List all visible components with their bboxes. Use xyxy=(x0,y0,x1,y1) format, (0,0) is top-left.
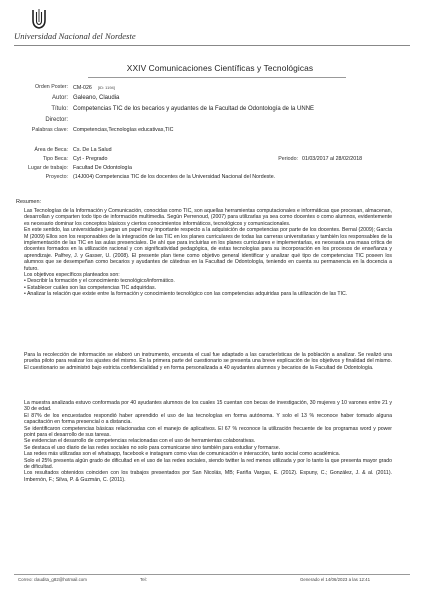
university-logo-icon xyxy=(30,8,48,30)
conference-title: XXIV Comunicaciones Científicas y Tecnológicas xyxy=(126,63,314,73)
periodo-value: 01/03/2017 al 28/02/2018 xyxy=(302,156,363,162)
footer-divider xyxy=(14,574,410,575)
meta-lugar-trabajo xyxy=(0,165,423,173)
list-item: • Establecer cuáles son las competencias TIC adquiridas. xyxy=(24,284,157,291)
meta-autor xyxy=(0,95,423,103)
paragraph: Los resultados obtenidos coinciden con los trabajos presentados por San Nicolás, MB; Fariña Vargas, E. (2012). Espuny, C.; González, J. & al. (2011). Imbernón, F.; Silva, P. & Guzmán, C. (2011). xyxy=(24,470,392,483)
palabras-clave-value: Competencias,Tecnologías educativas,TIC xyxy=(73,127,174,133)
footer-email: Correo: claudita_g82@hotmail.com xyxy=(18,577,87,582)
resumen-block-methods xyxy=(24,352,392,371)
meta-proyecto xyxy=(0,174,423,182)
titulo-label: Título: xyxy=(51,106,68,112)
poster-id: [ID: 1194] xyxy=(97,85,115,90)
header-divider xyxy=(14,45,410,46)
meta-director xyxy=(0,117,423,125)
palabras-clave-label: Palabras clave: xyxy=(31,127,68,133)
area-beca-label: Área de Beca: xyxy=(34,147,68,153)
paragraph: Las Tecnologías de la Información y Comunicación, conocidas como TIC, son aquellas herramientas computacionales e informáticas que procesan, almacenan, desarrollan y comparten todo tipo de información multimedia. Según Perrenoud, (2007) para utilizarlas ya sea como docentes o como alumnos, evidentemente es necesario dominar los conceptos básicos y ciertos conocimientos informáticos, tecnológicos y comunicacionales. xyxy=(24,208,392,227)
meta-area-beca xyxy=(0,147,423,155)
document-header xyxy=(14,4,410,58)
autor-label: Autor: xyxy=(51,95,68,101)
orden-poster-label: Orden Poster: xyxy=(35,84,68,90)
paragraph: El 87% de los encuestados respondió haber aprendido el uso de las tecnologías en forma autónoma. Y solo el 13 % reconoce haber tomado alguna capacitación en forma presencial o a distancia. xyxy=(24,412,392,426)
autor-value: Galeano, Claudia xyxy=(73,95,120,101)
area-beca-value: Cs. De La Salud xyxy=(73,147,112,153)
paragraph: Los objetivos específicos planteados son: xyxy=(24,272,120,279)
paragraph: Solo el 25% presenta algún grado de dificultad en el uso de las redes sociales, siendo twitter la red menos utilizada y por lo tanto la que presenta mayor grado de dificultad. xyxy=(24,457,392,471)
director-label: Director: xyxy=(45,117,68,123)
paragraph: En este sentido, las universidades juegan un papel muy importante respecto a la adquisición de competencias por parte de los docentes. Bernal (2009); García M (2009) Ellos son los responsables de la integración de las TIC en los planes curriculares de todas las carreras universitarias y también los responsables de la implementación de las TIC en las aulas presenciales. De ahí que para incluirlas en los planes curriculares e implementarlas, es necesaria una masa crítica de docentes formados en la utilización racional y con significatividad pedagógica, de estas tecnologías para su incorporación en los procesos de enseñanza y aprendizaje. Palfrey, J. y Gasser, U. (2008). El presente plan tiene como objetivo general identificar y analizar qué tipo de competencias TIC poseen los alumnos que se desempeñan como becarios y ayudantes de cátedras en la Facultad de Odontología, teniendo en cuenta su permanencia en la docencia a futuro. xyxy=(24,227,392,272)
proyecto-value: (14J004) Competencias TIC de los docentes de la Universidad Nacional del Nordeste. xyxy=(73,174,276,180)
tipo-beca-label: Tipo Beca: xyxy=(42,156,68,162)
meta-orden-poster xyxy=(0,84,423,92)
footer-generated: Generado el 14/06/2023 a las 12:41 xyxy=(300,577,371,582)
title-divider xyxy=(88,77,346,78)
list-item: • Describir la formación y el conocimiento tecnológico/informático. xyxy=(24,278,175,285)
paragraph: Las redes más utilizadas son el whatsapp, facebook e instagram como vías de comunicación e interacción, tanto social como académica. xyxy=(24,451,341,458)
meta-palabras-clave xyxy=(0,127,423,135)
resumen-block-results xyxy=(24,400,392,483)
lugar-trabajo-label: Lugar de trabajo: xyxy=(27,165,68,171)
paragraph: Para la recolección de información se elaboró un instrumento, encuesta el cual fue adaptado a las características de la población a analizar. Se realizó una prueba piloto para realizar los ajustes del mismo. En la primera parte del cuestionario se presenta una breve explicación de los objetivos y finalidad del mismo. El cuestionario se administró bajo estricta confidencialidad y en forma personalizada a 40 ayudantes alumnos y becarios de la Facultad de Odontología. xyxy=(24,352,392,371)
paragraph: Se evidencian el desarrollo de competencias relacionadas con el uso de herramientas colaborativas. xyxy=(24,438,256,445)
footer-tel: Tel: xyxy=(140,577,147,582)
orden-poster-value: CM-026 xyxy=(73,85,92,91)
list-item: • Analizar la relación que existe entre la formación y conocimiento tecnológico con las competencias adquiridas para la utilización de las TIC. xyxy=(24,291,348,298)
periodo-label: Periodo: xyxy=(278,156,298,162)
paragraph: Se destaca el uso diario de las redes sociales no solo para comunicarse sino también para estudiar y formarse. xyxy=(24,444,281,451)
proyecto-label: Proyecto: xyxy=(45,174,68,180)
titulo-value: Competencias TIC de los becarios y ayudantes de la Facultad de Odontología de la UNNE xyxy=(73,106,315,112)
meta-titulo xyxy=(0,106,423,114)
meta-tipo-beca xyxy=(0,156,423,164)
paragraph: Se identificaron competencias básicas relacionadas con el manejo de aplicativos. El 67 % reconoce la utilización frecuente de los programas word y power point para el desarrollo de sus tareas. xyxy=(24,425,392,439)
tipo-beca-value: Cyt - Pregrado xyxy=(73,156,108,162)
lugar-trabajo-value: Facultad De Odontología xyxy=(73,165,132,171)
resumen-block-intro xyxy=(24,208,392,298)
paragraph: La muestra analizada estuvo conformada por 40 ayudantes alumnos de los cuales 15 cuentan con becas de investigación, 30 mujeres y 10 varones entre 21 y 30 de edad. xyxy=(24,400,392,413)
resumen-label: Resumen: xyxy=(16,199,42,205)
university-name: Universidad Nacional del Nordeste xyxy=(14,31,136,41)
